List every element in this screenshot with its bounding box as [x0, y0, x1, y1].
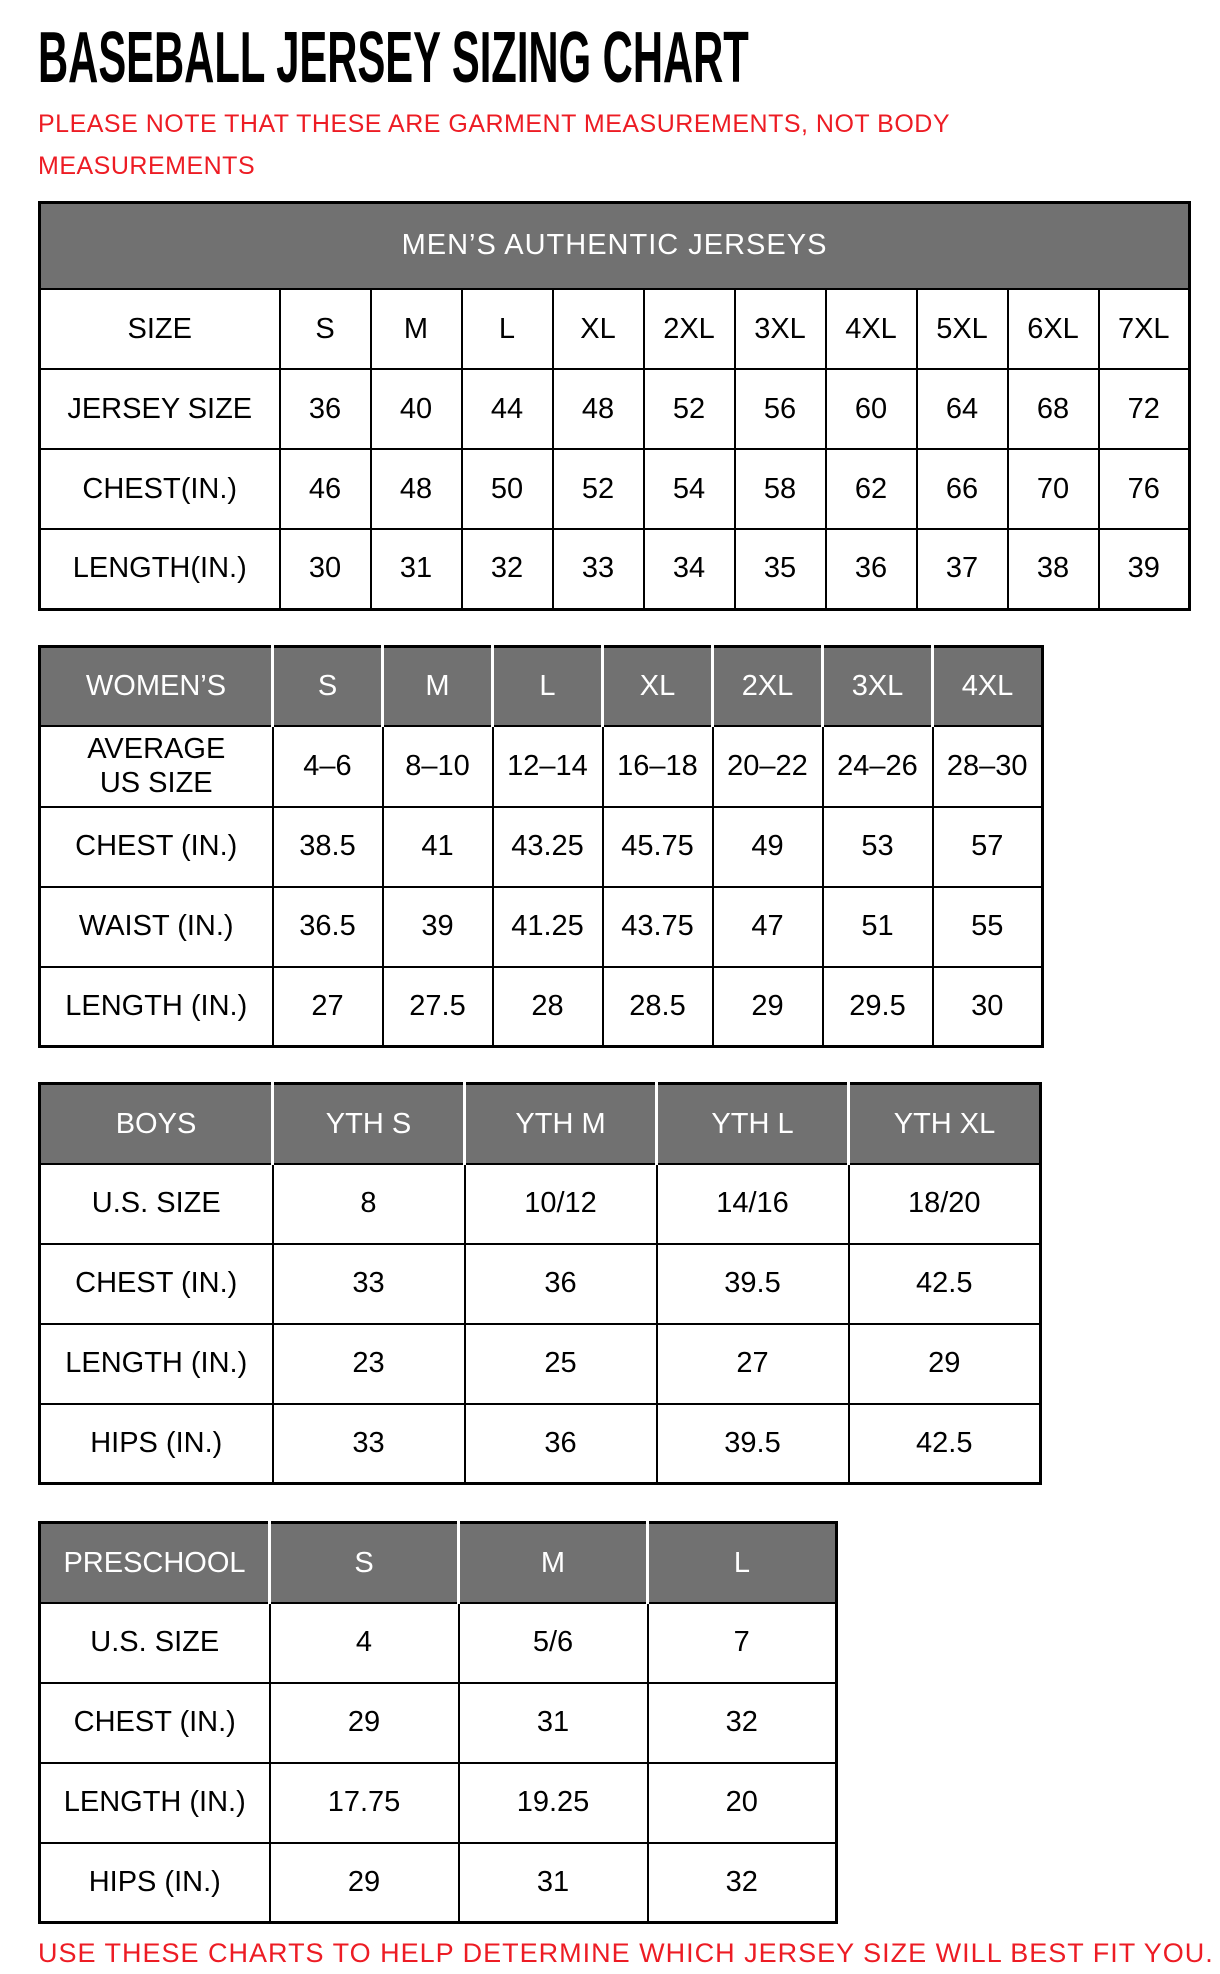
mens-cell-r2-c9: 76 — [1099, 449, 1190, 529]
preschool-sizing-table — [38, 1521, 838, 1924]
womens-cell-r3-c4: 29 — [713, 967, 823, 1047]
womens-header-size-1: S — [273, 646, 383, 726]
mens-cell-r3-c8: 38 — [1008, 529, 1099, 609]
boys-row-label-2: LENGTH (IN.) — [40, 1324, 273, 1404]
womens-cell-r0-c0: 4–6 — [273, 726, 383, 807]
mens-cell-r3-c9: 39 — [1099, 529, 1190, 609]
preschool-cell-r0-c2: 7 — [648, 1603, 837, 1683]
mens-cell-r0-c7: 5XL — [917, 289, 1008, 369]
womens-cell-r0-c4: 20–22 — [713, 726, 823, 807]
preschool-cell-r2-c1: 19.25 — [459, 1763, 648, 1843]
boys-header-size-4: YTH XL — [849, 1084, 1041, 1164]
boys-cell-r0-c0: 8 — [273, 1164, 465, 1244]
boys-row-label-1: CHEST (IN.) — [40, 1244, 273, 1324]
womens-row-label-0: AVERAGE US SIZE — [40, 726, 273, 807]
mens-cell-r2-c5: 58 — [735, 449, 826, 529]
preschool-row-label-3: HIPS (IN.) — [40, 1843, 270, 1923]
fit-advice-note: USE THESE CHARTS TO HELP DETERMINE WHICH JERSEY SIZE WILL BEST FIT YOU. — [38, 1938, 1214, 1969]
mens-cell-r1-c4: 52 — [644, 369, 735, 449]
mens-cell-r1-c8: 68 — [1008, 369, 1099, 449]
mens-cell-r0-c0: S — [280, 289, 371, 369]
womens-header-size-2: M — [383, 646, 493, 726]
mens-row-3 — [40, 529, 1190, 609]
womens-cell-r2-c3: 43.75 — [603, 887, 713, 967]
boys-cell-r3-c3: 42.5 — [849, 1404, 1041, 1484]
mens-row-label-1: JERSEY SIZE — [40, 369, 280, 449]
womens-sizing-table — [38, 645, 1044, 1049]
womens-table-section — [38, 645, 1220, 1049]
boys-cell-r1-c0: 33 — [273, 1244, 465, 1324]
mens-cell-r0-c9: 7XL — [1099, 289, 1190, 369]
preschool-row-0 — [40, 1603, 837, 1683]
womens-cell-r2-c4: 47 — [713, 887, 823, 967]
preschool-cell-r2-c2: 20 — [648, 1763, 837, 1843]
womens-header-size-5: 2XL — [713, 646, 823, 726]
womens-cell-r3-c5: 29.5 — [823, 967, 933, 1047]
mens-cell-r1-c9: 72 — [1099, 369, 1190, 449]
preschool-cell-r0-c0: 4 — [270, 1603, 459, 1683]
boys-cell-r1-c2: 39.5 — [657, 1244, 849, 1324]
preschool-cell-r3-c1: 31 — [459, 1843, 648, 1923]
mens-cell-r2-c7: 66 — [917, 449, 1008, 529]
womens-row-2 — [40, 887, 1043, 967]
womens-cell-r2-c1: 39 — [383, 887, 493, 967]
preschool-header-row — [40, 1523, 837, 1603]
mens-sizing-table — [38, 201, 1191, 611]
boys-row-1 — [40, 1244, 1041, 1324]
mens-cell-r1-c2: 44 — [462, 369, 553, 449]
mens-cell-r3-c4: 34 — [644, 529, 735, 609]
womens-cell-r0-c1: 8–10 — [383, 726, 493, 807]
mens-row-1 — [40, 369, 1190, 449]
mens-row-label-2: CHEST(IN.) — [40, 449, 280, 529]
mens-cell-r3-c7: 37 — [917, 529, 1008, 609]
preschool-header-label: PRESCHOOL — [40, 1523, 270, 1603]
womens-cell-r3-c2: 28 — [493, 967, 603, 1047]
womens-cell-r2-c5: 51 — [823, 887, 933, 967]
womens-cell-r3-c3: 28.5 — [603, 967, 713, 1047]
womens-cell-r0-c5: 24–26 — [823, 726, 933, 807]
boys-cell-r0-c3: 18/20 — [849, 1164, 1041, 1244]
mens-row-label-0: SIZE — [40, 289, 280, 369]
boys-row-label-0: U.S. SIZE — [40, 1164, 273, 1244]
womens-cell-r1-c6: 57 — [933, 807, 1043, 887]
boys-cell-r2-c1: 25 — [465, 1324, 657, 1404]
womens-row-0 — [40, 726, 1043, 807]
womens-header-size-6: 3XL — [823, 646, 933, 726]
mens-banner-title: MEN’S AUTHENTIC JERSEYS — [40, 202, 1190, 289]
womens-header-size-4: XL — [603, 646, 713, 726]
boys-cell-r3-c0: 33 — [273, 1404, 465, 1484]
womens-row-1 — [40, 807, 1043, 887]
mens-cell-r2-c8: 70 — [1008, 449, 1099, 529]
womens-cell-r1-c4: 49 — [713, 807, 823, 887]
mens-cell-r0-c1: M — [371, 289, 462, 369]
mens-row-label-3: LENGTH(IN.) — [40, 529, 280, 609]
womens-cell-r2-c2: 41.25 — [493, 887, 603, 967]
mens-cell-r1-c1: 40 — [371, 369, 462, 449]
mens-cell-r0-c6: 4XL — [826, 289, 917, 369]
preschool-header-size-2: M — [459, 1523, 648, 1603]
womens-cell-r1-c2: 43.25 — [493, 807, 603, 887]
mens-cell-r3-c5: 35 — [735, 529, 826, 609]
mens-cell-r3-c0: 30 — [280, 529, 371, 609]
preschool-table-section — [38, 1521, 1220, 1924]
preschool-cell-r2-c0: 17.75 — [270, 1763, 459, 1843]
mens-row-0 — [40, 289, 1190, 369]
womens-cell-r2-c6: 55 — [933, 887, 1043, 967]
boys-cell-r1-c3: 42.5 — [849, 1244, 1041, 1324]
womens-header-label: WOMEN’S — [40, 646, 273, 726]
mens-cell-r2-c1: 48 — [371, 449, 462, 529]
preschool-cell-r0-c1: 5/6 — [459, 1603, 648, 1683]
womens-row-label-1: CHEST (IN.) — [40, 807, 273, 887]
womens-header-size-7: 4XL — [933, 646, 1043, 726]
womens-row-3 — [40, 967, 1043, 1047]
mens-cell-r3-c6: 36 — [826, 529, 917, 609]
boys-row-label-3: HIPS (IN.) — [40, 1404, 273, 1484]
boys-row-0 — [40, 1164, 1041, 1244]
mens-cell-r1-c7: 64 — [917, 369, 1008, 449]
boys-header-size-1: YTH S — [273, 1084, 465, 1164]
mens-cell-r3-c1: 31 — [371, 529, 462, 609]
mens-cell-r0-c2: L — [462, 289, 553, 369]
womens-cell-r0-c2: 12–14 — [493, 726, 603, 807]
womens-cell-r1-c3: 45.75 — [603, 807, 713, 887]
womens-row-label-3: LENGTH (IN.) — [40, 967, 273, 1047]
preschool-cell-r3-c0: 29 — [270, 1843, 459, 1923]
garment-measurements-note: PLEASE NOTE THAT THESE ARE GARMENT MEASUREMENTS, NOT BODY MEASUREMENTS — [38, 109, 950, 180]
preschool-header-size-1: S — [270, 1523, 459, 1603]
womens-row-label-2: WAIST (IN.) — [40, 887, 273, 967]
womens-header-row — [40, 646, 1043, 726]
page-title: BASEBALL JERSEY SIZING CHART — [38, 18, 749, 98]
preschool-row-2 — [40, 1763, 837, 1843]
boys-cell-r0-c2: 14/16 — [657, 1164, 849, 1244]
mens-cell-r0-c3: XL — [553, 289, 644, 369]
mens-cell-r1-c6: 60 — [826, 369, 917, 449]
mens-cell-r3-c3: 33 — [553, 529, 644, 609]
boys-cell-r0-c1: 10/12 — [465, 1164, 657, 1244]
mens-cell-r1-c5: 56 — [735, 369, 826, 449]
boys-row-3 — [40, 1404, 1041, 1484]
preschool-header-size-3: L — [648, 1523, 837, 1603]
mens-cell-r0-c5: 3XL — [735, 289, 826, 369]
womens-header-size-3: L — [493, 646, 603, 726]
preschool-row-1 — [40, 1683, 837, 1763]
preschool-cell-r1-c2: 32 — [648, 1683, 837, 1763]
mens-cell-r2-c6: 62 — [826, 449, 917, 529]
mens-cell-r0-c8: 6XL — [1008, 289, 1099, 369]
boys-header-size-2: YTH M — [465, 1084, 657, 1164]
mens-cell-r1-c0: 36 — [280, 369, 371, 449]
boys-cell-r2-c2: 27 — [657, 1324, 849, 1404]
preschool-cell-r1-c1: 31 — [459, 1683, 648, 1763]
mens-cell-r2-c4: 54 — [644, 449, 735, 529]
boys-header-row — [40, 1084, 1041, 1164]
boys-header-size-3: YTH L — [657, 1084, 849, 1164]
mens-cell-r3-c2: 32 — [462, 529, 553, 609]
preschool-row-label-0: U.S. SIZE — [40, 1603, 270, 1683]
boys-cell-r2-c3: 29 — [849, 1324, 1041, 1404]
preschool-cell-r1-c0: 29 — [270, 1683, 459, 1763]
boys-table-section — [38, 1082, 1220, 1485]
mens-cell-r2-c2: 50 — [462, 449, 553, 529]
womens-cell-r3-c0: 27 — [273, 967, 383, 1047]
preschool-row-label-2: LENGTH (IN.) — [40, 1763, 270, 1843]
boys-cell-r2-c0: 23 — [273, 1324, 465, 1404]
mens-cell-r1-c3: 48 — [553, 369, 644, 449]
womens-cell-r1-c0: 38.5 — [273, 807, 383, 887]
boys-row-2 — [40, 1324, 1041, 1404]
mens-table-section — [38, 201, 1220, 611]
mens-row-2 — [40, 449, 1190, 529]
womens-cell-r1-c5: 53 — [823, 807, 933, 887]
preschool-cell-r3-c2: 32 — [648, 1843, 837, 1923]
preschool-row-label-1: CHEST (IN.) — [40, 1683, 270, 1763]
preschool-row-3 — [40, 1843, 837, 1923]
boys-header-label: BOYS — [40, 1084, 273, 1164]
boys-cell-r3-c1: 36 — [465, 1404, 657, 1484]
boys-sizing-table — [38, 1082, 1042, 1485]
womens-cell-r0-c6: 28–30 — [933, 726, 1043, 807]
mens-cell-r2-c3: 52 — [553, 449, 644, 529]
womens-cell-r2-c0: 36.5 — [273, 887, 383, 967]
womens-cell-r0-c3: 16–18 — [603, 726, 713, 807]
womens-cell-r3-c6: 30 — [933, 967, 1043, 1047]
boys-cell-r1-c1: 36 — [465, 1244, 657, 1324]
mens-cell-r0-c4: 2XL — [644, 289, 735, 369]
womens-cell-r1-c1: 41 — [383, 807, 493, 887]
womens-cell-r3-c1: 27.5 — [383, 967, 493, 1047]
boys-cell-r3-c2: 39.5 — [657, 1404, 849, 1484]
mens-cell-r2-c0: 46 — [280, 449, 371, 529]
